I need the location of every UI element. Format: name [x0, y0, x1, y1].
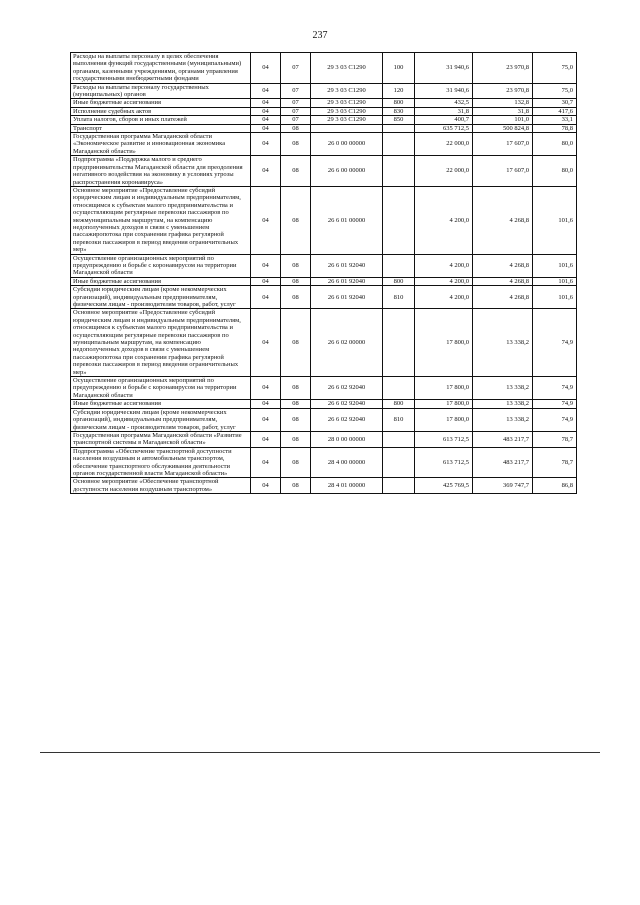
section-code-cell: 04 — [251, 107, 281, 115]
section-code-cell: 04 — [251, 133, 281, 156]
expense-type-cell — [383, 156, 415, 187]
subsection-code-cell: 08 — [281, 277, 311, 285]
expense-name-cell: Основное мероприятие «Обеспечение транспортной доступности населения воздушным транспортом» — [71, 478, 251, 494]
subsection-code-cell: 07 — [281, 99, 311, 107]
executed-amount-cell: 4 268,8 — [473, 186, 533, 254]
table-row — [71, 83, 577, 99]
expense-type-cell: 120 — [383, 83, 415, 99]
execution-percent-cell: 74,9 — [533, 408, 577, 431]
execution-percent-cell: 417,6 — [533, 107, 577, 115]
executed-amount-cell: 4 268,8 — [473, 286, 533, 309]
table-row — [71, 309, 577, 377]
subsection-code-cell: 07 — [281, 53, 311, 84]
execution-percent-cell: 74,9 — [533, 400, 577, 408]
expense-name-cell: Государственная программа Магаданской области «Экономическое развитие и инновационная экономика Магаданской области» — [71, 133, 251, 156]
subsection-code-cell: 08 — [281, 156, 311, 187]
executed-amount-cell: 23 970,8 — [473, 53, 533, 84]
expense-type-cell: 830 — [383, 107, 415, 115]
execution-percent-cell: 30,7 — [533, 99, 577, 107]
planned-amount-cell: 4 200,0 — [415, 254, 473, 277]
table-row — [71, 116, 577, 124]
expense-type-cell: 800 — [383, 400, 415, 408]
table-row — [71, 133, 577, 156]
section-code-cell: 04 — [251, 99, 281, 107]
section-code-cell: 04 — [251, 156, 281, 187]
target-article-cell: 26 6 02 92040 — [311, 408, 383, 431]
planned-amount-cell: 31 940,6 — [415, 53, 473, 84]
expense-name-cell: Расходы на выплаты персоналу государственных (муниципальных) органов — [71, 83, 251, 99]
expense-name-cell: Субсидии юридическим лицам (кроме некоммерческих организаций), индивидуальным предпринимателям, физическим лицам - производителям товаров, работ, услуг — [71, 286, 251, 309]
expense-type-cell: 810 — [383, 408, 415, 431]
planned-amount-cell: 613 712,5 — [415, 431, 473, 447]
executed-amount-cell: 369 747,7 — [473, 478, 533, 494]
planned-amount-cell: 4 200,0 — [415, 186, 473, 254]
table-row — [71, 156, 577, 187]
expense-type-cell: 800 — [383, 99, 415, 107]
target-article-cell: 28 0 00 00000 — [311, 431, 383, 447]
table-row — [71, 400, 577, 408]
executed-amount-cell: 132,8 — [473, 99, 533, 107]
target-article-cell — [311, 124, 383, 132]
subsection-code-cell: 08 — [281, 408, 311, 431]
expense-type-cell — [383, 309, 415, 377]
subsection-code-cell: 08 — [281, 254, 311, 277]
executed-amount-cell: 23 970,8 — [473, 83, 533, 99]
subsection-code-cell: 08 — [281, 124, 311, 132]
target-article-cell: 29 3 03 С1290 — [311, 116, 383, 124]
executed-amount-cell: 500 824,8 — [473, 124, 533, 132]
budget-table — [70, 52, 577, 494]
subsection-code-cell: 08 — [281, 186, 311, 254]
execution-percent-cell: 80,0 — [533, 156, 577, 187]
expense-name-cell: Транспорт — [71, 124, 251, 132]
table-row — [71, 254, 577, 277]
expense-type-cell — [383, 377, 415, 400]
subsection-code-cell: 08 — [281, 400, 311, 408]
section-code-cell: 04 — [251, 53, 281, 84]
expense-name-cell: Основное мероприятие «Предоставление субсидий юридическим лицам и индивидуальным предпринимателям, относящимся к субъектам малого предпринимательства и осуществляющим регулярные перевозки пассажиров по муниципальным маршрутам, на компенсацию недополученных доходов в связи с уменьшением пассажиропотока при сохранении графика регулярной перевозки пассажиров в период введения ограничительных мер» — [71, 309, 251, 377]
executed-amount-cell: 31,8 — [473, 107, 533, 115]
execution-percent-cell: 78,7 — [533, 447, 577, 478]
section-code-cell: 04 — [251, 400, 281, 408]
target-article-cell: 26 6 02 00000 — [311, 309, 383, 377]
expense-name-cell: Подпрограмма «Поддержка малого и среднего предпринимательства Магаданской области для преодоления негативного воздействия на экономику в условиях угрозы распространения коронавируса» — [71, 156, 251, 187]
expense-type-cell: 100 — [383, 53, 415, 84]
expense-type-cell: 810 — [383, 286, 415, 309]
expense-name-cell: Расходы на выплаты персоналу в целях обеспечения выполнения функций государственными (муниципальными) органами, казенными учреждениями, органами управления государственными внебюджетными фондами — [71, 53, 251, 84]
footer-divider — [40, 752, 600, 753]
executed-amount-cell: 13 338,2 — [473, 408, 533, 431]
executed-amount-cell: 4 268,8 — [473, 277, 533, 285]
target-article-cell: 29 3 03 С1290 — [311, 53, 383, 84]
subsection-code-cell: 08 — [281, 309, 311, 377]
execution-percent-cell: 101,6 — [533, 186, 577, 254]
table-row — [71, 286, 577, 309]
section-code-cell: 04 — [251, 254, 281, 277]
planned-amount-cell: 432,5 — [415, 99, 473, 107]
executed-amount-cell: 13 338,2 — [473, 377, 533, 400]
table-row — [71, 124, 577, 132]
section-code-cell: 04 — [251, 116, 281, 124]
expense-name-cell: Иные бюджетные ассигнования — [71, 400, 251, 408]
expense-type-cell — [383, 254, 415, 277]
executed-amount-cell: 483 217,7 — [473, 431, 533, 447]
planned-amount-cell: 22 000,0 — [415, 133, 473, 156]
budget-table-body — [71, 53, 577, 494]
expense-type-cell — [383, 124, 415, 132]
section-code-cell: 04 — [251, 277, 281, 285]
expense-type-cell — [383, 447, 415, 478]
planned-amount-cell: 400,7 — [415, 116, 473, 124]
target-article-cell: 29 3 03 С1290 — [311, 99, 383, 107]
planned-amount-cell: 22 000,0 — [415, 156, 473, 187]
subsection-code-cell: 07 — [281, 83, 311, 99]
planned-amount-cell: 635 712,5 — [415, 124, 473, 132]
expense-name-cell: Иные бюджетные ассигнования — [71, 277, 251, 285]
target-article-cell: 26 0 00 00000 — [311, 133, 383, 156]
executed-amount-cell: 4 268,8 — [473, 254, 533, 277]
executed-amount-cell: 13 338,2 — [473, 309, 533, 377]
execution-percent-cell: 33,1 — [533, 116, 577, 124]
table-row — [71, 478, 577, 494]
planned-amount-cell: 31,8 — [415, 107, 473, 115]
expense-name-cell: Осуществление организационных мероприятий по предупреждению и борьбе с коронавирусом на территории Магаданской области — [71, 377, 251, 400]
target-article-cell: 26 6 01 00000 — [311, 186, 383, 254]
planned-amount-cell: 17 800,0 — [415, 377, 473, 400]
section-code-cell: 04 — [251, 431, 281, 447]
target-article-cell: 28 4 01 00000 — [311, 478, 383, 494]
planned-amount-cell: 4 200,0 — [415, 286, 473, 309]
expense-name-cell: Уплата налогов, сборов и иных платежей — [71, 116, 251, 124]
execution-percent-cell: 78,7 — [533, 431, 577, 447]
execution-percent-cell: 75,0 — [533, 83, 577, 99]
section-code-cell: 04 — [251, 83, 281, 99]
planned-amount-cell: 613 712,5 — [415, 447, 473, 478]
subsection-code-cell: 08 — [281, 377, 311, 400]
target-article-cell: 26 6 00 00000 — [311, 156, 383, 187]
execution-percent-cell: 101,6 — [533, 277, 577, 285]
expense-type-cell — [383, 431, 415, 447]
execution-percent-cell: 101,6 — [533, 254, 577, 277]
subsection-code-cell: 08 — [281, 447, 311, 478]
target-article-cell: 26 6 01 92040 — [311, 277, 383, 285]
target-article-cell: 26 6 02 92040 — [311, 377, 383, 400]
expense-name-cell: Основное мероприятие «Предоставление субсидий юридическим лицам и индивидуальным предпринимателям, относящимся к субъектам малого предпринимательства и осуществляющим регулярные перевозки пассажиров по межмуниципальным маршрутам, на компенсацию недополученных доходов в связи с уменьшением пассажиропотока при сохранении графика регулярной перевозки пассажиров в период введения ограничительных мер» — [71, 186, 251, 254]
section-code-cell: 04 — [251, 124, 281, 132]
planned-amount-cell: 17 800,0 — [415, 400, 473, 408]
subsection-code-cell: 08 — [281, 133, 311, 156]
target-article-cell: 26 6 01 92040 — [311, 286, 383, 309]
planned-amount-cell: 17 800,0 — [415, 309, 473, 377]
planned-amount-cell: 17 800,0 — [415, 408, 473, 431]
target-article-cell: 26 6 02 92040 — [311, 400, 383, 408]
table-row — [71, 107, 577, 115]
page-number: 237 — [312, 30, 328, 41]
execution-percent-cell: 78,8 — [533, 124, 577, 132]
table-row — [71, 431, 577, 447]
expense-name-cell: Иные бюджетные ассигнования — [71, 99, 251, 107]
execution-percent-cell: 101,6 — [533, 286, 577, 309]
executed-amount-cell: 483 217,7 — [473, 447, 533, 478]
table-row — [71, 277, 577, 285]
expense-name-cell: Подпрограмма «Обеспечение транспортной доступности населения воздушным и автомобильным транспортом, обеспечение транспортного обслуживания деятельности органов государственной власти Магаданской области» — [71, 447, 251, 478]
expense-name-cell: Субсидии юридическим лицам (кроме некоммерческих организаций), индивидуальным предпринимателям, физическим лицам - производителям товаров, работ, услуг — [71, 408, 251, 431]
subsection-code-cell: 08 — [281, 286, 311, 309]
execution-percent-cell: 74,9 — [533, 309, 577, 377]
execution-percent-cell: 86,8 — [533, 478, 577, 494]
section-code-cell: 04 — [251, 286, 281, 309]
execution-percent-cell: 80,0 — [533, 133, 577, 156]
subsection-code-cell: 07 — [281, 107, 311, 115]
planned-amount-cell: 4 200,0 — [415, 277, 473, 285]
table-row — [71, 186, 577, 254]
table-row — [71, 53, 577, 84]
section-code-cell: 04 — [251, 309, 281, 377]
expense-type-cell: 850 — [383, 116, 415, 124]
executed-amount-cell: 17 607,0 — [473, 133, 533, 156]
subsection-code-cell: 08 — [281, 478, 311, 494]
execution-percent-cell: 74,9 — [533, 377, 577, 400]
executed-amount-cell: 17 607,0 — [473, 156, 533, 187]
executed-amount-cell: 13 338,2 — [473, 400, 533, 408]
target-article-cell: 26 6 01 92040 — [311, 254, 383, 277]
section-code-cell: 04 — [251, 478, 281, 494]
target-article-cell: 29 3 03 С1290 — [311, 107, 383, 115]
section-code-cell: 04 — [251, 377, 281, 400]
expense-name-cell: Исполнение судебных актов — [71, 107, 251, 115]
table-row — [71, 99, 577, 107]
section-code-cell: 04 — [251, 408, 281, 431]
table-row — [71, 377, 577, 400]
expense-type-cell — [383, 133, 415, 156]
target-article-cell: 28 4 00 00000 — [311, 447, 383, 478]
expense-type-cell — [383, 186, 415, 254]
subsection-code-cell: 07 — [281, 116, 311, 124]
planned-amount-cell: 31 940,6 — [415, 83, 473, 99]
expense-type-cell — [383, 478, 415, 494]
expense-name-cell: Осуществление организационных мероприятий по предупреждению и борьбе с коронавирусом на территории Магаданской области — [71, 254, 251, 277]
expense-name-cell: Государственная программа Магаданской области «Развитие транспортной системы в Магаданской области» — [71, 431, 251, 447]
executed-amount-cell: 101,0 — [473, 116, 533, 124]
expense-type-cell: 800 — [383, 277, 415, 285]
section-code-cell: 04 — [251, 447, 281, 478]
target-article-cell: 29 3 03 С1290 — [311, 83, 383, 99]
section-code-cell: 04 — [251, 186, 281, 254]
execution-percent-cell: 75,0 — [533, 53, 577, 84]
subsection-code-cell: 08 — [281, 431, 311, 447]
planned-amount-cell: 425 769,5 — [415, 478, 473, 494]
table-row — [71, 447, 577, 478]
table-row — [71, 408, 577, 431]
